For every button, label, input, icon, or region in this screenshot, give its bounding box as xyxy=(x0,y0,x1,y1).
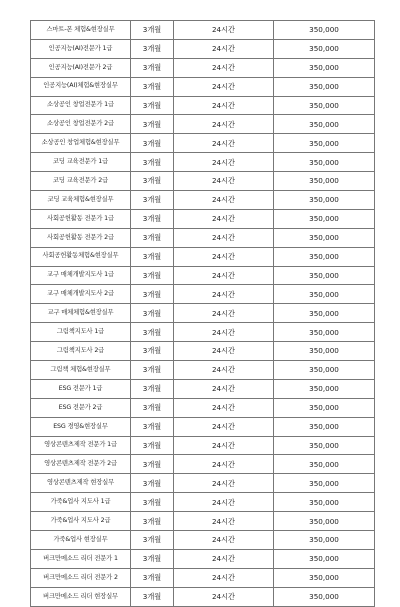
table-row xyxy=(31,531,375,550)
hours-cell: 24시간 xyxy=(174,531,274,550)
hours-cell: 24시간 xyxy=(174,323,274,342)
period-cell: 3개월 xyxy=(131,379,174,398)
fee-cell: 350,000 xyxy=(274,191,375,210)
period-cell: 3개월 xyxy=(131,587,174,606)
hours-cell: 24시간 xyxy=(174,361,274,380)
course-name-cell: 인공지능(AI)체험&현장실무 xyxy=(31,77,131,96)
period-cell: 3개월 xyxy=(131,21,174,40)
hours-cell: 24시간 xyxy=(174,191,274,210)
table-row xyxy=(31,172,375,191)
fee-cell: 350,000 xyxy=(274,115,375,134)
hours-cell: 24시간 xyxy=(174,455,274,474)
table-row xyxy=(31,247,375,266)
fee-cell: 350,000 xyxy=(274,361,375,380)
period-cell: 3개월 xyxy=(131,39,174,58)
course-name-cell: 그림책지도사 2급 xyxy=(31,342,131,361)
table-row xyxy=(31,568,375,587)
hours-cell: 24시간 xyxy=(174,417,274,436)
fee-cell: 350,000 xyxy=(274,587,375,606)
hours-cell: 24시간 xyxy=(174,342,274,361)
hours-cell: 24시간 xyxy=(174,153,274,172)
period-cell: 3개월 xyxy=(131,398,174,417)
period-cell: 3개월 xyxy=(131,285,174,304)
period-cell: 3개월 xyxy=(131,77,174,96)
period-cell: 3개월 xyxy=(131,568,174,587)
fee-cell: 350,000 xyxy=(274,21,375,40)
course-name-cell: 영상콘텐츠제작 현장실무 xyxy=(31,474,131,493)
course-name-cell: 인공지능(AI)전문가 2급 xyxy=(31,58,131,77)
table-row xyxy=(31,587,375,606)
period-cell: 3개월 xyxy=(131,361,174,380)
hours-cell: 24시간 xyxy=(174,379,274,398)
course-name-cell: 인공지능(AI)전문가 1급 xyxy=(31,39,131,58)
period-cell: 3개월 xyxy=(131,115,174,134)
fee-cell: 350,000 xyxy=(274,417,375,436)
period-cell: 3개월 xyxy=(131,436,174,455)
course-name-cell: 코딩 교육전문가 1급 xyxy=(31,153,131,172)
course-name-cell: 코딩 교육체험&현장실무 xyxy=(31,191,131,210)
hours-cell: 24시간 xyxy=(174,247,274,266)
table-row xyxy=(31,398,375,417)
table-row xyxy=(31,549,375,568)
hours-cell: 24시간 xyxy=(174,285,274,304)
table-row xyxy=(31,417,375,436)
fee-cell: 350,000 xyxy=(274,455,375,474)
course-name-cell: 버크만메소드 리더 현장실무 xyxy=(31,587,131,606)
course-name-cell: 가죽&업사 지도사 1급 xyxy=(31,493,131,512)
course-name-cell: 가죽&업사 현장실무 xyxy=(31,531,131,550)
period-cell: 3개월 xyxy=(131,96,174,115)
course-name-cell: 코딩 교육전문가 2급 xyxy=(31,172,131,191)
course-name-cell: 사회공헌활동 전문가 1급 xyxy=(31,209,131,228)
course-name-cell: ESG 전문가 1급 xyxy=(31,379,131,398)
hours-cell: 24시간 xyxy=(174,549,274,568)
course-name-cell: 사회공헌활동 전문가 2급 xyxy=(31,228,131,247)
period-cell: 3개월 xyxy=(131,228,174,247)
fee-cell: 350,000 xyxy=(274,474,375,493)
course-name-cell: 영상콘텐츠제작 전문가 1급 xyxy=(31,436,131,455)
fee-cell: 350,000 xyxy=(274,77,375,96)
table-row xyxy=(31,209,375,228)
fee-cell: 350,000 xyxy=(274,39,375,58)
hours-cell: 24시간 xyxy=(174,77,274,96)
period-cell: 3개월 xyxy=(131,493,174,512)
table-row xyxy=(31,474,375,493)
period-cell: 3개월 xyxy=(131,247,174,266)
fee-cell: 350,000 xyxy=(274,342,375,361)
table-row xyxy=(31,228,375,247)
period-cell: 3개월 xyxy=(131,342,174,361)
fee-cell: 350,000 xyxy=(274,285,375,304)
course-name-cell: ESG 전문가 2급 xyxy=(31,398,131,417)
table-row xyxy=(31,153,375,172)
period-cell: 3개월 xyxy=(131,549,174,568)
hours-cell: 24시간 xyxy=(174,172,274,191)
period-cell: 3개월 xyxy=(131,134,174,153)
fee-cell: 350,000 xyxy=(274,247,375,266)
period-cell: 3개월 xyxy=(131,531,174,550)
fee-cell: 350,000 xyxy=(274,228,375,247)
fee-cell: 350,000 xyxy=(274,266,375,285)
period-cell: 3개월 xyxy=(131,474,174,493)
course-name-cell: 영상콘텐츠제작 전문가 2급 xyxy=(31,455,131,474)
hours-cell: 24시간 xyxy=(174,304,274,323)
course-name-cell: 교구 매체개발지도사 1급 xyxy=(31,266,131,285)
hours-cell: 24시간 xyxy=(174,398,274,417)
hours-cell: 24시간 xyxy=(174,209,274,228)
period-cell: 3개월 xyxy=(131,512,174,531)
period-cell: 3개월 xyxy=(131,417,174,436)
table-row xyxy=(31,512,375,531)
course-name-cell: 가죽&업사 지도사 2급 xyxy=(31,512,131,531)
table-row xyxy=(31,342,375,361)
table-row xyxy=(31,21,375,40)
period-cell: 3개월 xyxy=(131,304,174,323)
hours-cell: 24시간 xyxy=(174,228,274,247)
fee-cell: 350,000 xyxy=(274,512,375,531)
fee-cell: 350,000 xyxy=(274,172,375,191)
hours-cell: 24시간 xyxy=(174,266,274,285)
table-row xyxy=(31,96,375,115)
hours-cell: 24시간 xyxy=(174,587,274,606)
fee-cell: 350,000 xyxy=(274,568,375,587)
table-row xyxy=(31,58,375,77)
table-row xyxy=(31,77,375,96)
course-name-cell: 소상공인 창업체험&현장실무 xyxy=(31,134,131,153)
period-cell: 3개월 xyxy=(131,266,174,285)
hours-cell: 24시간 xyxy=(174,568,274,587)
fee-cell: 350,000 xyxy=(274,398,375,417)
table-row xyxy=(31,436,375,455)
course-name-cell: 스마트-폰 체험&현장실무 xyxy=(31,21,131,40)
hours-cell: 24시간 xyxy=(174,512,274,531)
table-row xyxy=(31,115,375,134)
table-row xyxy=(31,285,375,304)
fee-cell: 350,000 xyxy=(274,379,375,398)
course-name-cell: 사회공헌활동체험&현장실무 xyxy=(31,247,131,266)
course-name-cell: ESG 경영&현장실무 xyxy=(31,417,131,436)
table-row xyxy=(31,191,375,210)
course-name-cell: 그림책 체험&현장실무 xyxy=(31,361,131,380)
course-name-cell: 버크만메소드 리더 전문가 1 xyxy=(31,549,131,568)
fee-cell: 350,000 xyxy=(274,153,375,172)
course-name-cell: 소상공인 창업전문가 1급 xyxy=(31,96,131,115)
hours-cell: 24시간 xyxy=(174,115,274,134)
table-row xyxy=(31,304,375,323)
fee-cell: 350,000 xyxy=(274,549,375,568)
period-cell: 3개월 xyxy=(131,191,174,210)
hours-cell: 24시간 xyxy=(174,58,274,77)
table-row xyxy=(31,455,375,474)
hours-cell: 24시간 xyxy=(174,96,274,115)
course-name-cell: 그림책지도사 1급 xyxy=(31,323,131,342)
period-cell: 3개월 xyxy=(131,153,174,172)
fee-cell: 350,000 xyxy=(274,493,375,512)
period-cell: 3개월 xyxy=(131,209,174,228)
fee-cell: 350,000 xyxy=(274,134,375,153)
hours-cell: 24시간 xyxy=(174,39,274,58)
course-name-cell: 버크만메소드 리더 전문가 2 xyxy=(31,568,131,587)
hours-cell: 24시간 xyxy=(174,493,274,512)
table-row xyxy=(31,323,375,342)
fee-cell: 350,000 xyxy=(274,304,375,323)
table-row xyxy=(31,379,375,398)
table-row xyxy=(31,266,375,285)
table-row xyxy=(31,134,375,153)
hours-cell: 24시간 xyxy=(174,21,274,40)
fee-cell: 350,000 xyxy=(274,209,375,228)
period-cell: 3개월 xyxy=(131,455,174,474)
table-row xyxy=(31,39,375,58)
course-name-cell: 소상공인 창업전문가 2급 xyxy=(31,115,131,134)
hours-cell: 24시간 xyxy=(174,474,274,493)
course-name-cell: 교구 매체체험&현장실무 xyxy=(31,304,131,323)
table-row xyxy=(31,361,375,380)
period-cell: 3개월 xyxy=(131,58,174,77)
fee-cell: 350,000 xyxy=(274,323,375,342)
fee-cell: 350,000 xyxy=(274,436,375,455)
table-row xyxy=(31,493,375,512)
course-fee-table xyxy=(30,20,375,607)
fee-cell: 350,000 xyxy=(274,58,375,77)
fee-cell: 350,000 xyxy=(274,531,375,550)
course-fee-table-body xyxy=(31,21,375,607)
course-name-cell: 교구 매체개발지도사 2급 xyxy=(31,285,131,304)
fee-cell: 350,000 xyxy=(274,96,375,115)
hours-cell: 24시간 xyxy=(174,436,274,455)
hours-cell: 24시간 xyxy=(174,134,274,153)
period-cell: 3개월 xyxy=(131,172,174,191)
period-cell: 3개월 xyxy=(131,323,174,342)
